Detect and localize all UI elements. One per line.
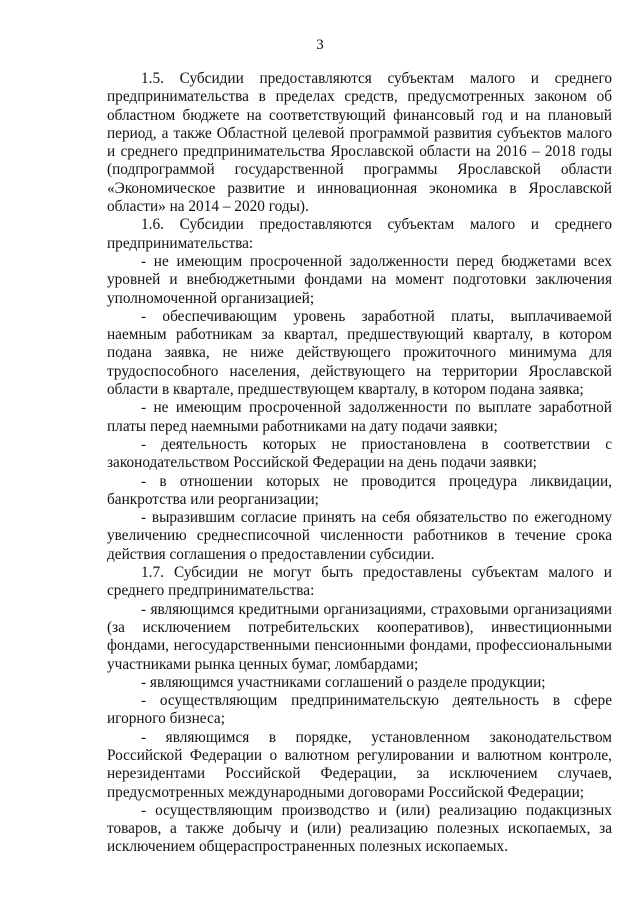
page-number: 3: [316, 37, 324, 53]
list-item: - в отношении которых не проводится процедура ликвидации, банкротства или реорганизации;: [107, 472, 612, 508]
body-text: [107, 70, 612, 857]
paragraph-1-6: 1.6. Субсидии предоставляются субъектам малого и среднего предпринимательства:: [107, 216, 612, 252]
list-item: - являющимся участниками соглашений о разделе продукции;: [141, 673, 546, 691]
list-item: - являющимся в порядке, установленном законодательством Российской Федерации о валютном регулировании и валютном контроле, нерезидентами Российской Федерации, за исключением случаев, предусмотренных международными договорами Российской Федерации;: [107, 728, 612, 801]
paragraph-1-5: 1.5. Субсидии предоставляются субъектам малого и среднего предпринимательства в пределах средств, предусмотренных законом об областном бюджете на соответствующий финансовый год и на плановый период, а также Областной целевой программой развития субъектов малого и среднего предпринимательства Ярославской области на 2016 – 2018 годы (подпрограммой государственной программы Ярославской области «Экономическое развитие и инновационная экономика в Ярославской области» на 2014 – 2020 годы).: [107, 70, 612, 216]
list-item: - являющимся кредитными организациями, страховыми организациями (за исключением потребительских кооперативов), инвестиционными фондами, негосударственными пенсионными фондами, профессиональными участниками рынка ценных бумаг, ломбардами;: [107, 600, 612, 673]
list-item: - деятельность которых не приостановлена в соответствии с законодательством Российской Федерации на день подачи заявки;: [107, 435, 612, 472]
list-item: - осуществляющим производство и (или) реализацию подакцизных товаров, а также добычу и (или) реализацию полезных ископаемых, за исключением общераспространенных полезных ископаемых.: [107, 801, 612, 856]
list-item: - осуществляющим предпринимательскую деятельность в сфере игорного бизнеса;: [107, 692, 612, 728]
paragraph-1-7: 1.7. Субсидии не могут быть предоставлены субъектам малого и среднего предпринимательства:: [107, 564, 612, 600]
list-item: - не имеющим просроченной задолженности по выплате заработной платы перед наемными работниками на дату подачи заявки;: [107, 399, 612, 435]
list-item: - не имеющим просроченной задолженности перед бюджетами всех уровней и внебюджетными фондами на момент подготовки заключения уполномоченной организацией;: [107, 252, 612, 307]
list-item: - выразившим согласие принять на себя обязательство по ежегодному увеличению среднесписочной численности работников в течение срока действия соглашения о предоставлении субсидии.: [107, 509, 612, 563]
list-item: - обеспечивающим уровень заработной платы, выплачиваемой наемным работникам за квартал, предшествующий кварталу, в котором подана заявка, не ниже действующего прожиточного минимума для трудоспособного населения, действующего на территории Ярославской области в квартале, предшествующем кварталу, в котором подана заявка;: [107, 307, 612, 399]
